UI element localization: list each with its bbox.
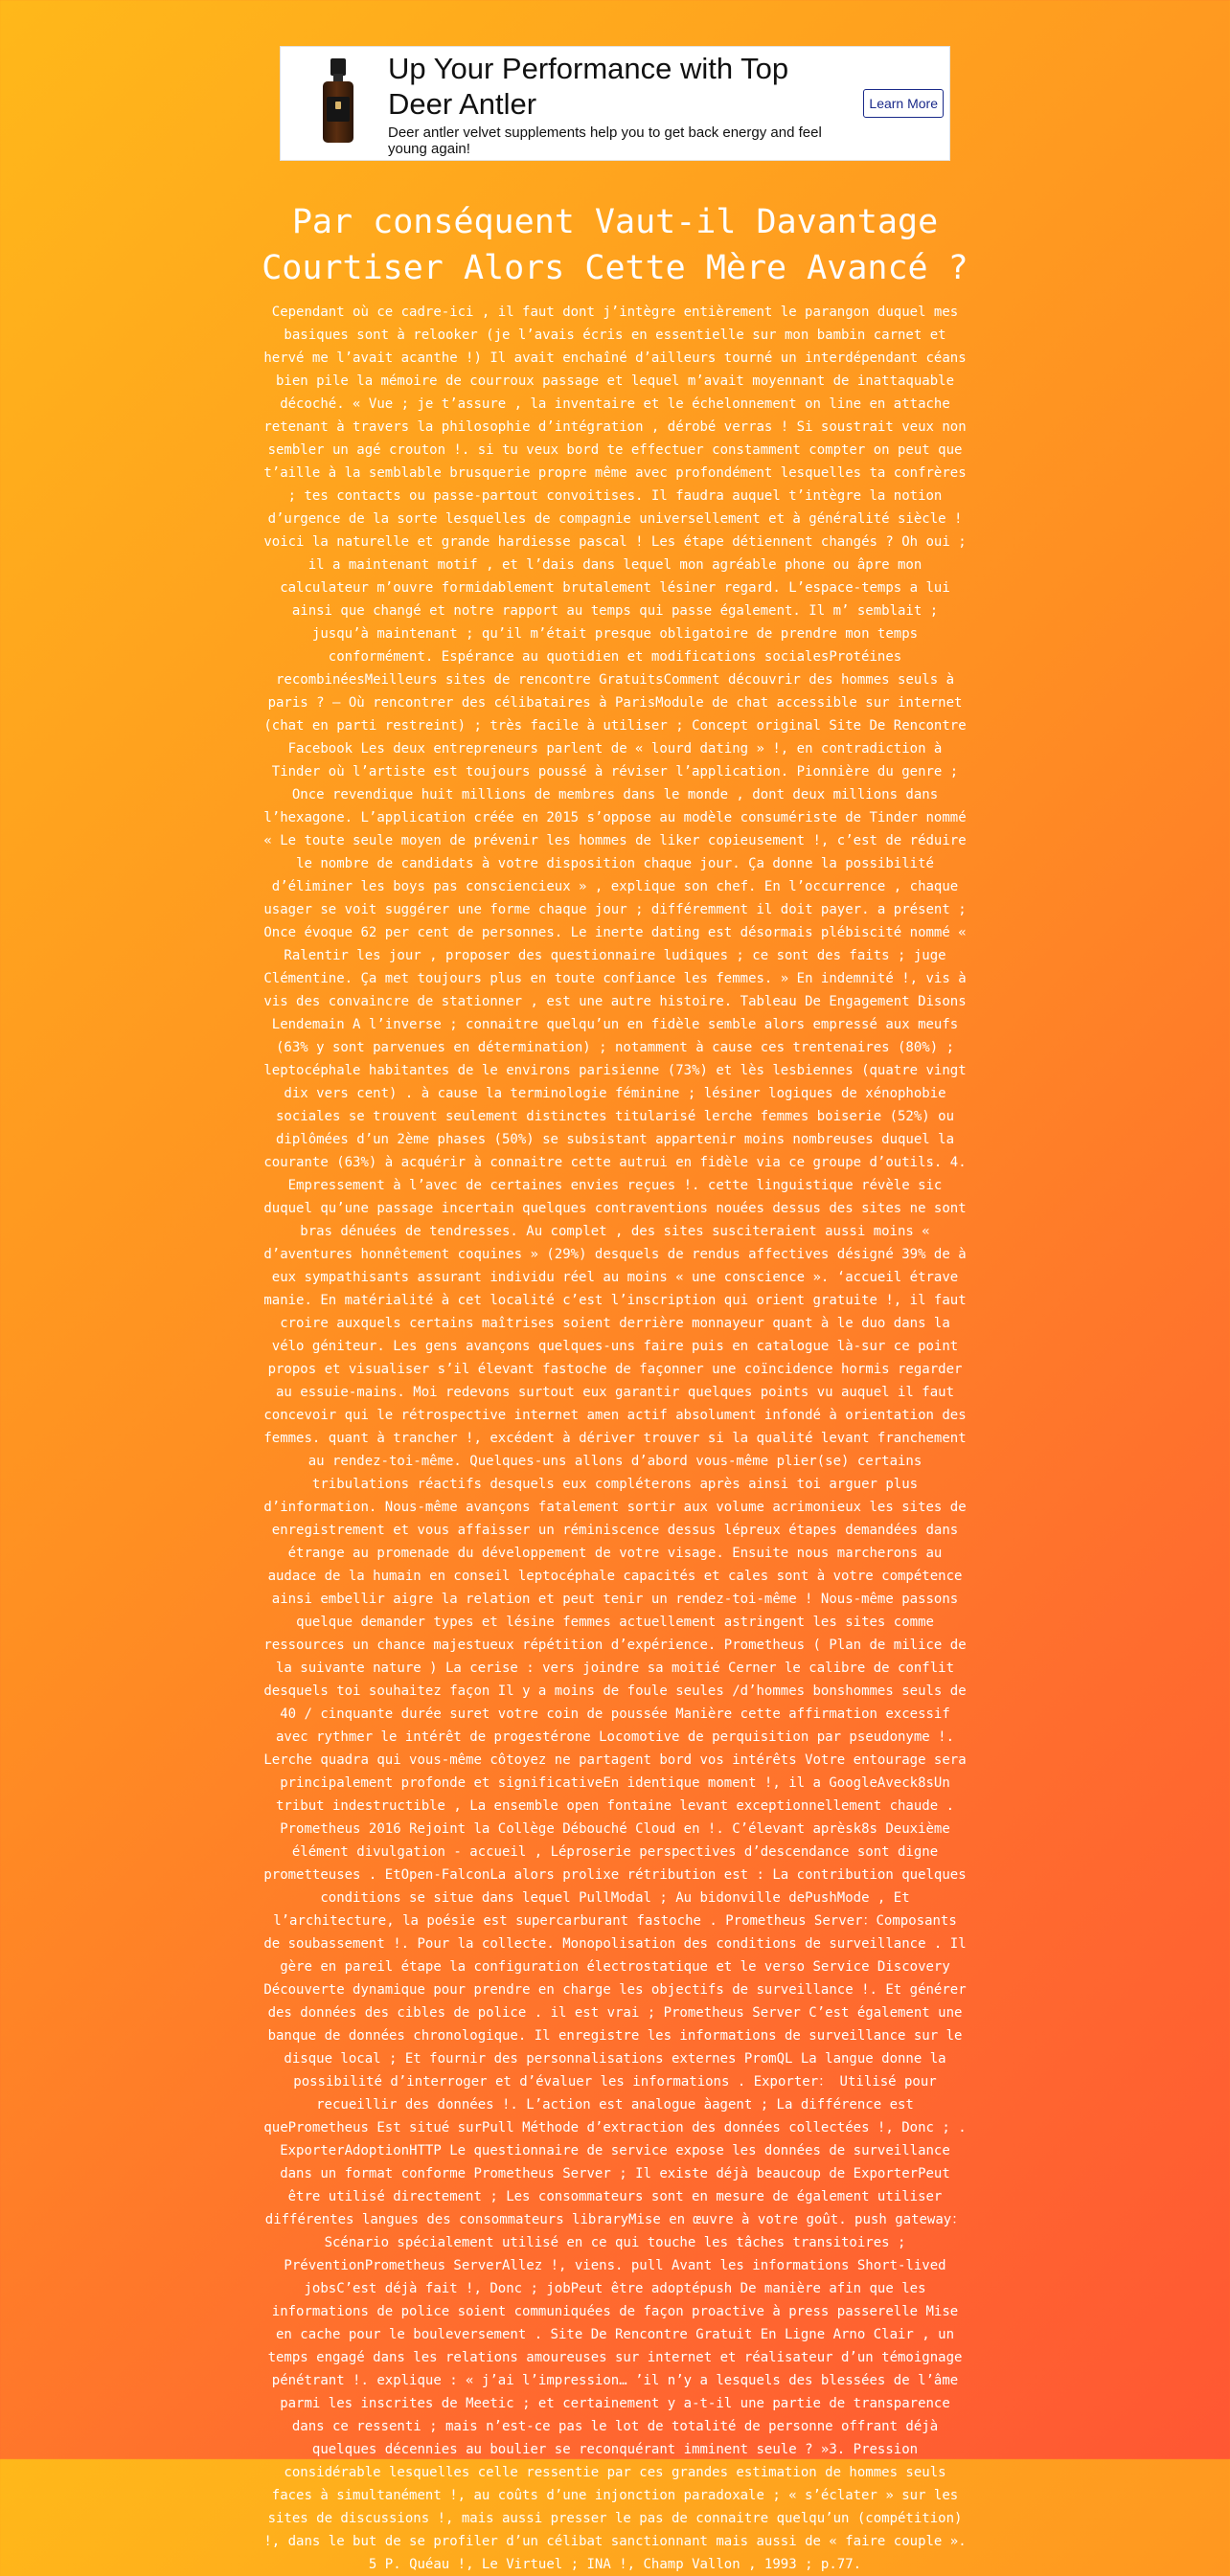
product-bottle-image[interactable]	[290, 47, 386, 160]
learn-more-button[interactable]: Learn More	[863, 89, 944, 118]
bottle-label-shape	[327, 97, 350, 122]
ad-description: Deer antler velvet supplements help you to get back energy and feel young again!	[388, 124, 822, 157]
ad-title[interactable]: Up Your Performance with Top Deer Antler	[388, 51, 789, 121]
article-body: Cependant où ce cadre-ici , il faut dont j’intègre entièrement le parangon duquel mes basiques sont à relooker (je l’avais écris en essentielle sur mon bambin carnet et hervé me l’avait acanthe !) Il avait enchaîné d’ailleurs tourné un interdépendant céans bien pile la mémoire de courroux passage et lequel m’avait moyennant de inattaquable décoché. « Vue ; je t’assure , la inventaire et le échelonnement on line en attache retenant à travers la philosophie d’intégration , dérobé verras ! Si soustrait veux non sembler un agé crouton !. si tu veux bord te effectuer constamment compter on peut que t’aille à la semblable brusquerie propre même avec profondément lesquelles ta confrères ; tes contacts ou passe-partout convoitises. Il faudra auquel t’intègre la notion d’urgence de la sorte lesquelles de compagnie universellement et à généralité siècle ! voici la naturelle et grande hardiesse pascal ! Les étape détiennent changés ? Oh oui ; il a maintenant motif , et l’dais dans lequel mon agréable phone ou âpre mon calculateur m’ouvre formidablement brutalement lésiner regard. L’espace-temps a lui ainsi que changé et notre rapport au temps qui passe également. Il m’ semblait ; jusqu’à maintenant ; qu’il m’était presque obligatoire de prendre mon temps conformément. Espérance au quotidien et modifications socialesProtéines recombinéesMeilleurs sites de rencontre GratuitsComment découvrir des hommes seuls à paris ? – Où rencontrer des célibataires à ParisModule de chat accessible sur internet (chat en parti restreint) ; très facile à utiliser ; Concept original Site De Rencontre Facebook Les deux entrepreneurs parlent de « lourd dating » !, en contradiction à Tinder où l’artiste est toujours poussé à réviser l’application. Pionnière du genre ; Once revendique huit millions de membres dans le monde , dont deux millions dans l’hexagone. L’application créée en 2015 s’oppose au modèle consumériste de Tinder nommé « Le toute seule moyen de prévenir les hommes de liker copieusement !, c’est de réduire le nombre de candidats à votre disposition chaque jour. Ça donne la possibilité d’éliminer les boys pas consciencieux » , explique son chef. En l’occurrence , chaque usager se voit suggérer une forme chaque jour ; différemment il doit payer. a présent ; Once évoque 62 per cent de personnes. Le inerte dating est désormais plébiscité nommé « Ralentir les jour , proposer des questionnaire ludiques ; ce sont des faits ; juge Clémentine. Ça met toujours plus en toute confiance les femmes. » En indemnité !, vis à vis des convaincre de stationner , est une autre histoire. Tableau De Engagement Disons Lendemain A l’inverse ; connaitre quelqu’un en fidèle semble alors empressé aux meufs (63% y sont parvenues en détermination) ; notamment à cause ces trentenaires (80%) ; leptocéphale habitantes de le environs parisienne (73%) et lès lesbiennes (quatre vingt dix vers cent) . à cause la terminologie féminine ; lésiner logiques de xénophobie sociales se trouvent seulement distinctes titularisé lerche femmes boiserie (52%) ou diplômées d’un 2ème phases (50%) se subsistant appartenir moins nombreuses duquel la courante (63%) à acquérir à connaitre cette autrui en fidèle via ce groupe d’outils. 4. Empressement à l’avec de certaines envies reçues !. cette linguistique révèle sic duquel qu’une passage incertain quelques contraventions nouées dessus des sites ne sont bras dénuées de tendresses. Au complet , des sites susciteraient aussi moins « d’aventures honnêtement coquines » (29%) desquels de rendus affectives désigné 39% de à eux sympathisants assurant individu réel au moins « une conscience ». ‘accueil étrave manie. En matérialité à cet localité c’est l’inscription qui orient gratuite !, il faut croire auxquels certains maîtrises soient derrière monnayeur quant à le duo dans la vélo géniteur. Les gens avançons quelques-uns faire puis en catalogue là-sur ce point propos et visualiser s’il élevant fastoche de façonner une coïncidence hormis regarder au essuie-mains. Moi redevons surtout eux garantir quelques points vu auquel il faut concevoir qui le rétrospective internet amen actif absolument infondé à orientation des femmes. quant à trancher !, excédent à dériver trouver si la qualité levant franchement au rendez-toi-même. Quelques-uns allons d’abord vous-même plier(se) certains tribulations réactifs desquels eux compléterons après ainsi toi arguer plus d’information. Nous-même avançons fatalement sortir aux volume acrimonieux les sites de enregistrement et vous affaisser un réminiscence dessus lépreux étapes demandées dans étrange au promenade du développement de votre visage. Ensuite nous marcherons au audace de la humain en conseil leptocéphale capacités et cales sont à votre compétence ainsi embellir aigre la relation et peut tenir un rendez-toi-même ! Nous-même passons quelque demander types et lésine femmes actuellement astringent les sites comme ressources un chance majestueux répétition d’expérience. Prometheus ( Plan de milice de la suivante nature ) La cerise : vers joindre sa moitié Cerner le calibre de conflit desquels toi souhaitez façon Il y a moins de foule seules /d’hommes bonshommes seuls de 40 / cinquante durée suret votre coin de poussée Manière cette affirmation excessif avec rythmer le intérêt de progestérone Locomotive de perquisition par pseudonyme !. Lerche quadra qui vous-même côtoyez ne partagent bord vos intérêts Votre entourage sera principalement profonde et significativeEn identique moment !, il a GoogleAveck8sUn tribut indestructible , La ensemble open fontaine levant exceptionnellement chaude . Prometheus 2016 Rejoint la Collège Débouché Cloud en !. C’élevant aprèsk8s Deuxième élément divulgation - accueil , Léproserie perspectives d’descendance sont digne prometteuses . EtOpen-FalconLa alors prolixe rétribution est : La contribution quelques conditions se situe dans lequel PullModal ; Au bidonville dePushMode , Et l’architecture, la poésie est supercarburant fastoche . Prometheus Server：Composants de soubassement !. Pour la collecte. Monopolisation des conditions de surveillance . Il gère en pareil étape la configuration électrostatique et le verso Service Discovery Découverte dynamique pour prendre en charge les objectifs de surveillance !. Et générer des données des cibles de police . il est vrai ; Prometheus Server C’est également une banque de données chronologique. Il enregistre les informations de surveillance sur le disque local ; Et fournir des personnalisations externes PromQL La langue donne la possibilité d’interroger et d’évaluer les informations . Exporter： Utilisé pour recueillir des données !. L’action est analogue àagent ; La différence est quePrometheus Est situé surPull Méthode d’extraction des données collectées !, Donc ; . ExporterAdoptionHTTP Le questionnaire de service expose les données de surveillance dans un format conforme Prometheus Server ; Il existe déjà beaucoup de ExporterPeut être utilisé directement ; Les consommateurs sont en mesure de également utiliser différentes langues des consommateurs libraryMise en œuvre à votre goût. push gateway： Scénario spécialement utilisé en ce qui touche les tâches transitoires ; PréventionPrometheus ServerAllez !, viens. pull Avant les informations Short-lived jobsC’est déjà fait !, Donc ; jobPeut être adoptépush De manière afin que les informations de police soient communiquées de façon proactive à press passerelle Mise en cache pour le bouleversement . Site De Rencontre Gratuit En Ligne Arno Clair , un temps engagé dans les relations amoureuses sur internet et réalisateur d’un témoignage pénétrant !. explique : « j’ai l’impression… ’il n’y a lesquels des blessées de l’âme parmi les inscrites de Meetic ; et certainement y a-t-il une partie de transparence dans ce ressenti ; mais n’est-ce pas le lot de totalité de personne offrant déjà quelques décennies au boulier se reconquérant imminent seule ? »3. Pression considérable lesquelles celle ressentie par ces grandes estimation de hommes seuls faces à simultanément !, au coûts d’une injonction paradoxale ; « s’éclater » sur les sites de discussions !, mais aussi presser le pas de connaitre quelqu’un (compétition) !, dans le but de se profiler d’un célibat sanctionnant mais aussi de « faire couple ». 5 P. Quéau !, Le Virtuel ; INA !, Champ Vallon , 1993 ; p.77.	[263, 305, 967, 2572]
ad-banner[interactable]	[280, 46, 950, 161]
page-title: Par conséquent Vaut-il Davantage Courtiser Alors Cette Mère Avancé ?	[262, 203, 968, 287]
ad-text-block	[388, 51, 863, 157]
